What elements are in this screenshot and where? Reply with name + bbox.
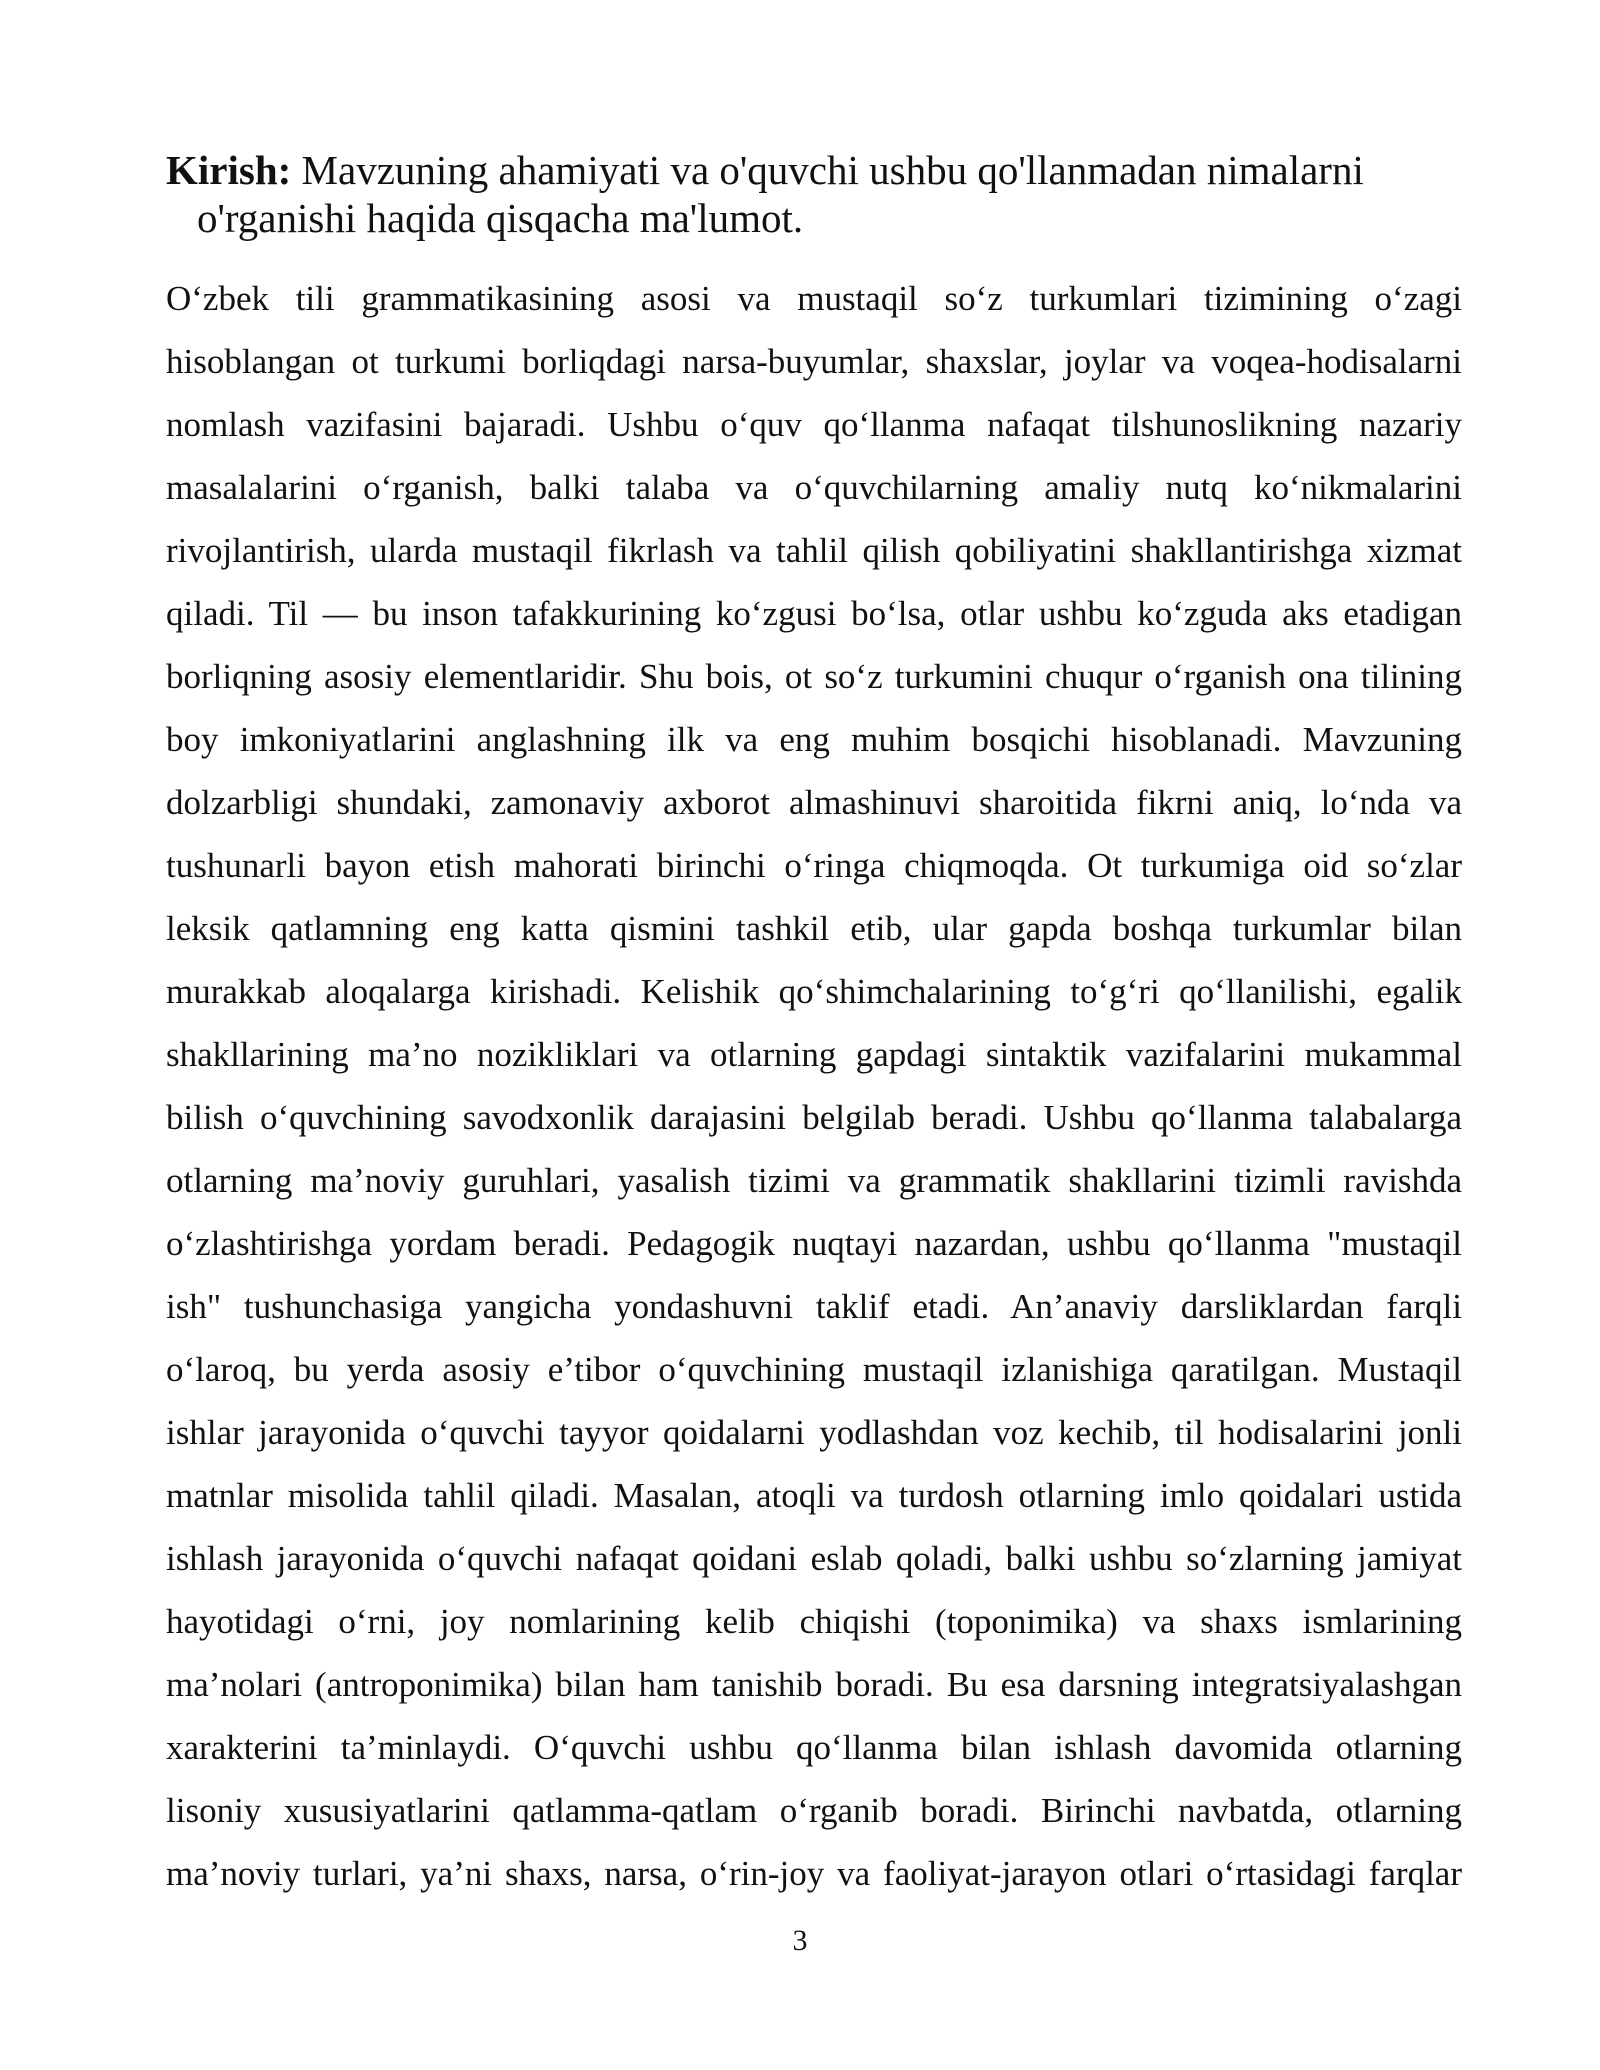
paragraph-line: rivojlantirish, ularda mustaqil fikrlash va tahlil qilish qobiliyatini shakllantirishga xizmat xyxy=(166,531,1462,570)
page-number: 3 xyxy=(792,1924,808,1957)
paragraph-line: qiladi. Til — bu inson tafakkurining ko‘zgusi bo‘lsa, otlar ushbu ko‘zguda aks etadigan xyxy=(166,594,1462,633)
paragraph-line: otlarning ma’noviy guruhlari, yasalish tizimi va grammatik shakllarini tizimli ravishda xyxy=(166,1161,1462,1200)
heading-label: Kirish: xyxy=(166,147,292,193)
paragraph-line: ish" tushunchasiga yangicha yondashuvni taklif etadi. An’anaviy darsliklardan farqli xyxy=(166,1287,1462,1326)
paragraph-line: o‘laroq, bu yerda asosiy e’tibor o‘quvchining mustaqil izlanishiga qaratilgan. Mustaqil xyxy=(166,1350,1462,1389)
paragraph-line: leksik qatlamning eng katta qismini tashkil etib, ular gapda boshqa turkumlar bilan xyxy=(166,909,1462,948)
paragraph-line: ishlar jarayonida o‘quvchi tayyor qoidalarni yodlashdan voz kechib, til hodisalarini jonli xyxy=(166,1413,1462,1452)
heading-text: Mavzuning ahamiyati va o'quvchi ushbu qo'llanmadan nimalarni o'rganishi haqida qisqacha ma'lumot. xyxy=(197,147,1364,241)
paragraph-line: masalalarini o‘rganish, balki talaba va o‘quvchilarning amaliy nutq ko‘nikmalarini xyxy=(166,468,1462,507)
paragraph-line: murakkab aloqalarga kirishadi. Kelishik qo‘shimchalarining to‘g‘ri qo‘llanilishi, egalik xyxy=(166,972,1462,1011)
paragraph-line: bilish o‘quvchining savodxonlik darajasini belgilab beradi. Ushbu qo‘llanma talabalarga xyxy=(166,1098,1462,1137)
paragraph-line: dolzarbligi shundaki, zamonaviy axborot almashinuvi sharoitida fikrni aniq, lo‘nda va xyxy=(166,783,1462,822)
paragraph-line: boy imkoniyatlarini anglashning ilk va eng muhim bosqichi hisoblanadi. Mavzuning xyxy=(166,720,1462,759)
paragraph-line: borliqning asosiy elementlaridir. Shu bois, ot so‘z turkumini chuqur o‘rganish ona tilining xyxy=(166,657,1462,696)
paragraph-line: ma’nolari (antroponimika) bilan ham tanishib boradi. Bu esa darsning integratsiyalashgan xyxy=(166,1665,1462,1704)
paragraph-line: hayotidagi o‘rni, joy nomlarining kelib chiqishi (toponimika) va shaxs ismlarining xyxy=(166,1602,1462,1641)
paragraph-line: xarakterini ta’minlaydi. O‘quvchi ushbu qo‘llanma bilan ishlash davomida otlarning xyxy=(166,1728,1462,1767)
paragraph-line: O‘zbek tili grammatikasining asosi va mustaqil so‘z turkumlari tizimining o‘zagi xyxy=(166,279,1462,318)
section-heading xyxy=(166,146,1497,242)
paragraph-line: nomlash vazifasini bajaradi. Ushbu o‘quv qo‘llanma nafaqat tilshunoslikning nazariy xyxy=(166,405,1462,444)
paragraph-line: ma’noviy turlari, ya’ni shaxs, narsa, o‘rin-joy va faoliyat-jarayon otlari o‘rtasidagi farqlar xyxy=(166,1854,1462,1893)
paragraph-line: ishlash jarayonida o‘quvchi nafaqat qoidani eslab qoladi, balki ushbu so‘zlarning jamiyat xyxy=(166,1539,1462,1578)
paragraph-line: shakllarining ma’no nozikliklari va otlarning gapdagi sintaktik vazifalarini mukammal xyxy=(166,1035,1462,1074)
paragraph-line: hisoblangan ot turkumi borliqdagi narsa-buyumlar, shaxslar, joylar va voqea-hodisalarni xyxy=(166,342,1462,381)
paragraph-line: o‘zlashtirishga yordam beradi. Pedagogik nuqtayi nazardan, ushbu qo‘llanma "mustaqil xyxy=(166,1224,1462,1263)
paragraph-line: lisoniy xususiyatlarini qatlamma-qatlam o‘rganib boradi. Birinchi navbatda, otlarning xyxy=(166,1791,1462,1830)
body-paragraph xyxy=(166,276,1462,1914)
paragraph-line: tushunarli bayon etish mahorati birinchi o‘ringa chiqmoqda. Ot turkumiga oid so‘zlar xyxy=(166,846,1462,885)
paragraph-line: matnlar misolida tahlil qiladi. Masalan, atoqli va turdosh otlarning imlo qoidalari ustida xyxy=(166,1476,1462,1515)
